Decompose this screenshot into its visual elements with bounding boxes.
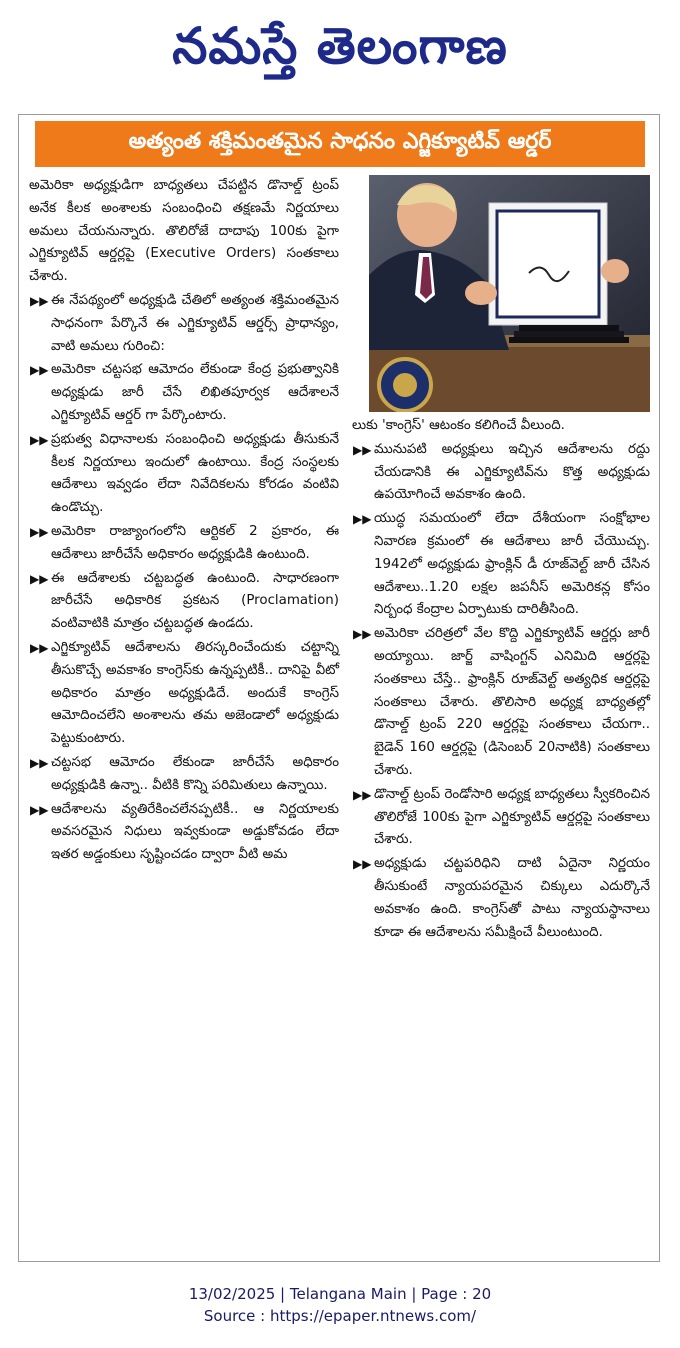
bullet-paragraph: ▶▶ మునుపటి అధ్యక్షులు ఇచ్చిన ఆదేశాలను రద్దు చేయడానికి ఈ ఎగ్జిక్యూటివ్‌ను కొత్త అధ్యక్షుడు ఉపయోగించే అవకాశం ఉంది. [352, 439, 650, 507]
bullet-paragraph: ▶▶ ఈ ఆదేశాలకు చట్టబద్ధత ఉంటుంది. సాధారణంగా జారీచేసే అధికారిక ప్రకటన (Proclamation) వంటివాటికి మాత్రం చట్టబద్ధత ఉండదు. [29, 568, 339, 636]
double-arrow-bullet-icon: ▶▶ [353, 857, 372, 872]
double-arrow-bullet-icon: ▶▶ [353, 512, 372, 527]
double-arrow-bullet-icon: ▶▶ [30, 640, 49, 655]
footer-source-link: Source : https://epaper.ntnews.com/ [203, 1307, 477, 1325]
bullet-paragraph: ▶▶ చట్టసభ ఆమోదం లేకుండా జారీచేసే అధికారం అధ్యక్షుడికి ఉన్నా.. వీటికి కొన్ని పరిమితులు ఉన్నాయి. [29, 752, 339, 798]
double-arrow-bullet-icon: ▶▶ [30, 571, 49, 586]
article-headline: అత్యంత శక్తిమంతమైన సాధనం ఎగ్జిక్యూటివ్ ఆర్డర్ [128, 129, 552, 154]
paragraph: అమెరికా అధ్యక్షుడిగా బాధ్యతలు చేపట్టిన డొనాల్డ్ ట్రంప్ అనేక కీలక అంశాలకు సంబంధించి తక్షణమే నిర్ణయాలు అమలు చేయనున్నారు. తొలిరోజే దాదాపు 100కు పైగా ఎగ్జిక్యూటివ్ ఆర్డర్లపై (Executive Orders) సంతకాలు చేశారు. [29, 178, 339, 285]
double-arrow-bullet-icon: ▶▶ [353, 787, 372, 802]
right-column [352, 415, 650, 945]
bullet-paragraph: ▶▶ ప్రభుత్వ విధానాలకు సంబంధించి అధ్యక్షుడు తీసుకునే కీలక నిర్ణయాలు ఇందులో ఉంటాయి. కేంద్ర సంస్థలకు ఆదేశాలు ఇవ్వడం లేదా నివేదికలను కోరడం వంటివి ఉండొచ్చు. [29, 429, 339, 520]
bullet-paragraph: ▶▶ అధ్యక్షుడు చట్టపరిధిని దాటి ఏదైనా నిర్ణయం తీసుకుంటే న్యాయపరమైన చిక్కులు ఎదుర్కొనే అవకాశం ఉంది. కాంగ్రెస్‌తో పాటు న్యాయస్థానాలు కూడా ఈ ఆదేశాలను సమీక్షించే వీలుంటుంది. [352, 853, 650, 944]
masthead-title: నమస్తే తెలంగాణ [172, 17, 508, 75]
double-arrow-bullet-icon: ▶▶ [30, 524, 49, 539]
double-arrow-bullet-icon: ▶▶ [30, 802, 49, 817]
bullet-paragraph: ▶▶ ఎగ్జిక్యూటివ్ ఆదేశాలను తిరస్కరించేందుకు చట్టాన్ని తీసుకొచ్చే అవకాశం కాంగ్రెస్‌కు ఉన్నప్పటికీ.. దానిపై వీటో అధికారం మాత్రం అధ్యక్షుడిదే. అందుకే కాంగ్రెస్ ఆమోదించలేని అంశాలను తమ అజెండాలో అధ్యక్షుడు పెట్టుకుంటారు. [29, 637, 339, 751]
bullet-paragraph: ▶▶ అమెరికా రాజ్యాంగంలోని ఆర్టికల్ 2 ప్రకారం, ఈ ఆదేశాలు జారీచేసే అధికారం అధ్యక్షుడికి ఉంటుంది. [29, 521, 339, 567]
photo-illustration [369, 175, 650, 412]
article-headline-banner [35, 121, 645, 167]
double-arrow-bullet-icon: ▶▶ [30, 293, 49, 308]
footer-edition-info: 13/02/2025 | Telangana Main | Page : 20 [188, 1285, 492, 1303]
bullet-paragraph: ▶▶ అమెరికా చట్టసభ ఆమోదం లేకుండా కేంద్ర ప్రభుత్వానికి అధ్యక్షుడు జారీ చేసే లిఖితపూర్వక ఆదేశాలనే ఎగ్జిక్యూటివ్ ఆర్డర్ గా పేర్కొంటారు. [29, 359, 339, 427]
double-arrow-bullet-icon: ▶▶ [30, 363, 49, 378]
bullet-paragraph: ▶▶ ఆదేశాలను వ్యతిరేకించలేనప్పటికీ.. ఆ నిర్ణయాలకు అవసరమైన నిధులు ఇవ్వకుండా అడ్డుకోవడం లేదా ఇతర అడ్డంకులు సృష్టించడం ద్వారా వీటి అమ [29, 799, 339, 867]
newspaper-masthead [0, 0, 680, 105]
trump-signing-photo [369, 175, 650, 412]
bullet-paragraph: ▶▶ యుద్ధ సమయంలో లేదా దేశీయంగా సంక్షోభాల నివారణ క్రమంలో ఈ ఆదేశాలు జారీ చేయొచ్చు. 1942లో అధ్యక్షుడు ఫ్రాంక్లిన్ డీ రూజ్‌వెల్ట్ జారీ చేసిన ఆదేశాలు..1.20 లక్షల జపనీస్ అమెరికన్ల కోసం నిర్బంధ కేంద్రాల ఏర్పాటుకు దారితీసింది. [352, 508, 650, 622]
bullet-paragraph: ▶▶ ఈ నేపథ్యంలో అధ్యక్షుడి చేతిలో అత్యంత శక్తిమంతమైన సాధనంగా పేర్కొనే ఈ ఎగ్జిక్యూటివ్ ఆర్డర్స్ ప్రాధాన్యం, వాటి అమలు గురించి: [29, 290, 339, 358]
paragraph: లుకు 'కాంగ్రెస్' ఆటంకం కలిగించే వీలుంది. [352, 418, 565, 433]
bullet-paragraph: ▶▶ డొనాల్డ్ ట్రంప్ రెండోసారి అధ్యక్ష బాధ్యతలు స్వీకరించిన తొలిరోజే 100కు పైగా ఎగ్జిక్యూటివ్ ఆర్డర్లపై సంతకాలు చేశారు. [352, 784, 650, 852]
double-arrow-bullet-icon: ▶▶ [353, 627, 372, 642]
bullet-paragraph: ▶▶ అమెరికా చరిత్రలో వేల కొద్ది ఎగ్జిక్యూటివ్ ఆర్డర్లు జారీ అయ్యాయి. జార్జ్ వాషింగ్టన్ ఎనిమిది ఆర్డర్లపై సంతకాలు చేస్తే.. ఫ్రాంక్లిన్ రూజ్‌వెల్ట్ అత్యధిక ఆర్డర్లపై సంతకాలు చేశారు. తొలిసారి అధ్యక్ష బాధ్యతల్లో డొనాల్డ్ ట్రంప్ 220 ఆర్డర్లపై సంతకాలు చేయగా.. బైడెన్ 160 ఆర్డర్లపై (డిసెంబర్ 20నాటికి) సంతకాలు చేశారు. [352, 623, 650, 783]
article-clipping [18, 114, 660, 1262]
left-column [29, 175, 339, 868]
double-arrow-bullet-icon: ▶▶ [30, 432, 49, 447]
double-arrow-bullet-icon: ▶▶ [353, 442, 372, 457]
double-arrow-bullet-icon: ▶▶ [30, 755, 49, 770]
page-footer [0, 1283, 680, 1327]
